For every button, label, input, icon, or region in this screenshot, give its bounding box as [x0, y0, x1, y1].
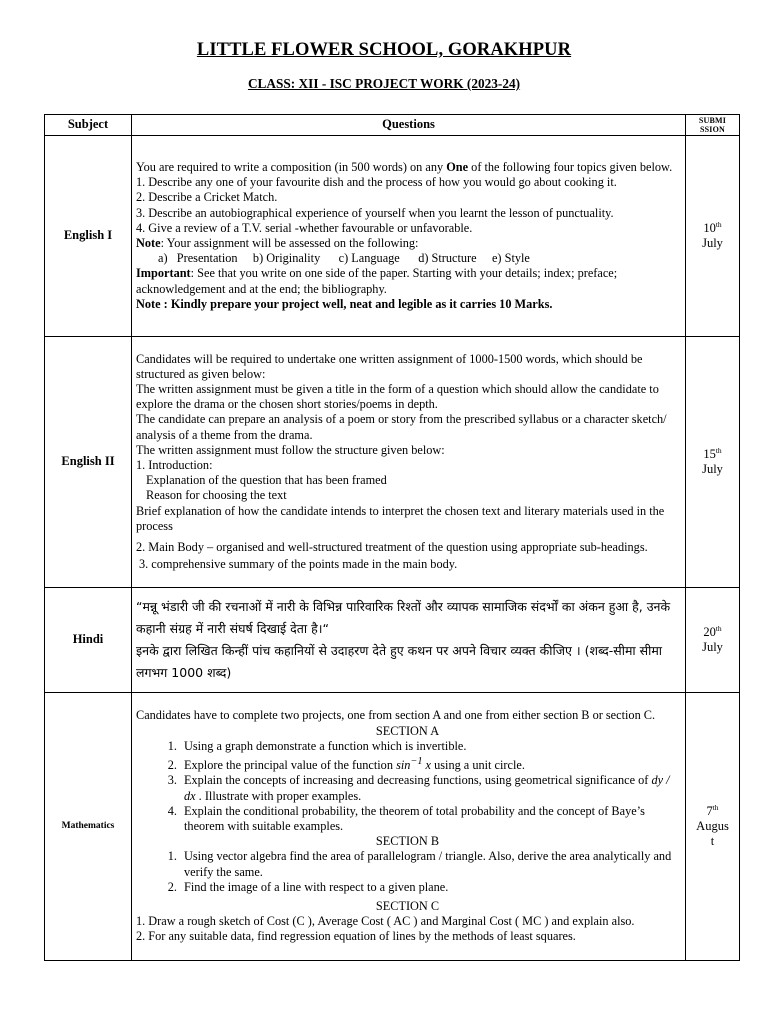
list-item: 1. Using a graph demonstrate a function which is invertible. [180, 739, 679, 754]
sub-item: Explanation of the question that has been framed [146, 473, 387, 488]
subject-cell: English II [45, 337, 132, 588]
date-day: 20 [703, 625, 716, 639]
math-fn: sin [396, 758, 411, 773]
note-label: Note [136, 236, 161, 250]
item-text: using a unit circle. [431, 758, 525, 773]
structure-item-1: 1. Introduction: [136, 458, 213, 472]
item-text: . Illustrate with proper examples. [195, 788, 362, 803]
table-row-english-1 [45, 136, 740, 337]
submission-date [686, 337, 740, 588]
list-item: 1. Using vector algebra find the area of parallelogram / triangle. Also, derive the area analytically and verify the same. [180, 849, 679, 879]
structure-item-3: 3. comprehensive summary of the points made in the main body. [139, 557, 458, 572]
date-suffix: th [715, 446, 722, 455]
paragraph: Candidates have to complete two projects, one from section A and one from either section B or section C. [136, 708, 656, 723]
derivative-expression: dy / dx [184, 773, 670, 803]
structure-item-2: 2. Main Body – organised and well-structured treatment of the question using appropriate sub-headings. [136, 540, 648, 555]
list-item: 2. Find the image of a line with respect to a given plane. [180, 880, 679, 895]
math-exponent: −1 [410, 756, 423, 768]
questions-column-header: Questions [132, 115, 686, 136]
hindi-quote: “मन्नू भंडारी जी की रचनाओं में नारी के विभिन्न पारिवारिक रिश्तों और व्यापक सामाजिक संदर्भों का अंकन हुआ है, उनके कहानी संग्रह में नारी संघर्ष दिखाई देता है।“ [136, 599, 671, 636]
criteria-list: a) Presentation b) Originality c) Language d) Structure e) Style [158, 251, 530, 266]
list-item: 4. Explain the conditional probability, the theorem of total probability and the concept of Baye’s theorem with suitable examples. [180, 804, 679, 834]
table-header-row [45, 115, 740, 136]
section-a-list [136, 739, 679, 834]
item-text: Explain the concepts of increasing and decreasing functions, using geometrical significance of [184, 773, 652, 788]
date-suffix: th [712, 803, 719, 812]
date-month: July [702, 640, 723, 654]
section-c-item-1: 1. Draw a rough sketch of Cost (C ), Average Cost ( AC ) and Marginal Cost ( MC ) and explain also. [136, 914, 635, 929]
topic-1: 1. Describe any one of your favourite dish and the process of how you would go about cooking it. [136, 175, 617, 190]
date-suffix: th [715, 624, 722, 633]
submission-date [686, 136, 740, 337]
school-title: LITTLE FLOWER SCHOOL, GORAKHPUR [196, 40, 572, 60]
subject-column-header: Subject [45, 115, 132, 136]
table-row-english-2 [45, 337, 740, 588]
class-project-heading: CLASS: XII - ISC PROJECT WORK (2023-24) [247, 76, 521, 91]
date-month: Augus [696, 819, 729, 833]
paragraph: The written assignment must be given a title in the form of a question which should allow the candidate to explore the drama or the chosen short stories/poems in depth. [136, 381, 659, 412]
note-text: : Your assignment will be assessed on the following: [160, 236, 419, 250]
emphasis-one: One [446, 159, 469, 174]
questions-cell [132, 588, 686, 693]
questions-cell [132, 693, 686, 961]
list-item [180, 754, 679, 773]
item-text: Explore the principal value of the function [184, 758, 397, 773]
paragraph: The candidate can prepare an analysis of a poem or story from the prescribed syllabus or a character sketch/ analysis of a theme from the drama. [136, 412, 667, 442]
list-item [180, 773, 679, 803]
topic-3: 3. Describe an autobiographical experience of yourself when you learnt the lesson of punctuality. [136, 205, 614, 220]
date-day: 15 [703, 447, 716, 461]
important-text: : See that you write on one side of the paper. Starting with your details; index; preface; acknowledgement and at the end; the bibliography. [136, 266, 618, 296]
date-month: July [702, 236, 723, 250]
subject-cell: Mathematics [45, 693, 132, 961]
questions-cell [132, 136, 686, 337]
submission-date [686, 588, 740, 693]
date-suffix: th [715, 220, 722, 229]
project-table [44, 114, 740, 961]
submission-column-header: SUBMI SSION [686, 115, 740, 136]
table-row-hindi [45, 588, 740, 693]
section-b-heading: SECTION B [375, 834, 440, 849]
date-day: 10 [703, 221, 716, 235]
section-c-heading: SECTION C [375, 898, 440, 913]
intro-text-end: of the following four topics given below. [468, 159, 673, 174]
section-b-list [136, 849, 679, 895]
subject-cell: English I [45, 136, 132, 337]
date-day: 7 [706, 804, 713, 818]
hindi-instruction: इनके द्वारा लिखित किन्हीं पांच कहानियों से उदाहरण देते हुए कथन पर अपने विचार व्यक्त कीजिए । (शब्द-सीमा सीमा लगभग 1000 शब्द) [136, 643, 663, 680]
paragraph: Brief explanation of how the candidate intends to interpret the chosen text and literary materials used in the process [136, 503, 665, 533]
table-row-mathematics [45, 693, 740, 961]
paragraph: The written assignment must follow the structure given below: [136, 442, 445, 457]
topic-2: 2. Describe a Cricket Match. [136, 190, 278, 205]
marks-note: Note : Kindly prepare your project well, neat and legible as it carries 10 Marks. [136, 296, 553, 311]
paragraph: Candidates will be required to undertake one written assignment of 1000-1500 words, which should be structured as given below: [136, 351, 643, 381]
section-a-heading: SECTION A [375, 723, 440, 738]
math-var: x [422, 758, 432, 773]
important-label: Important [136, 266, 191, 281]
date-month-wrap: t [710, 834, 715, 848]
date-month: July [702, 462, 723, 476]
intro-text: You are required to write a composition (in 500 words) on any [136, 159, 447, 174]
questions-cell [132, 337, 686, 588]
sub-item: Reason for choosing the text [146, 488, 287, 503]
sin-inverse-expression [396, 758, 431, 772]
submission-date [686, 693, 740, 961]
section-c-item-2: 2. For any suitable data, find regression equation of lines by the methods of least squares. [136, 929, 576, 944]
topic-4: 4. Give a review of a T.V. serial -whether favourable or unfavorable. [136, 220, 473, 235]
subject-cell: Hindi [45, 588, 132, 693]
